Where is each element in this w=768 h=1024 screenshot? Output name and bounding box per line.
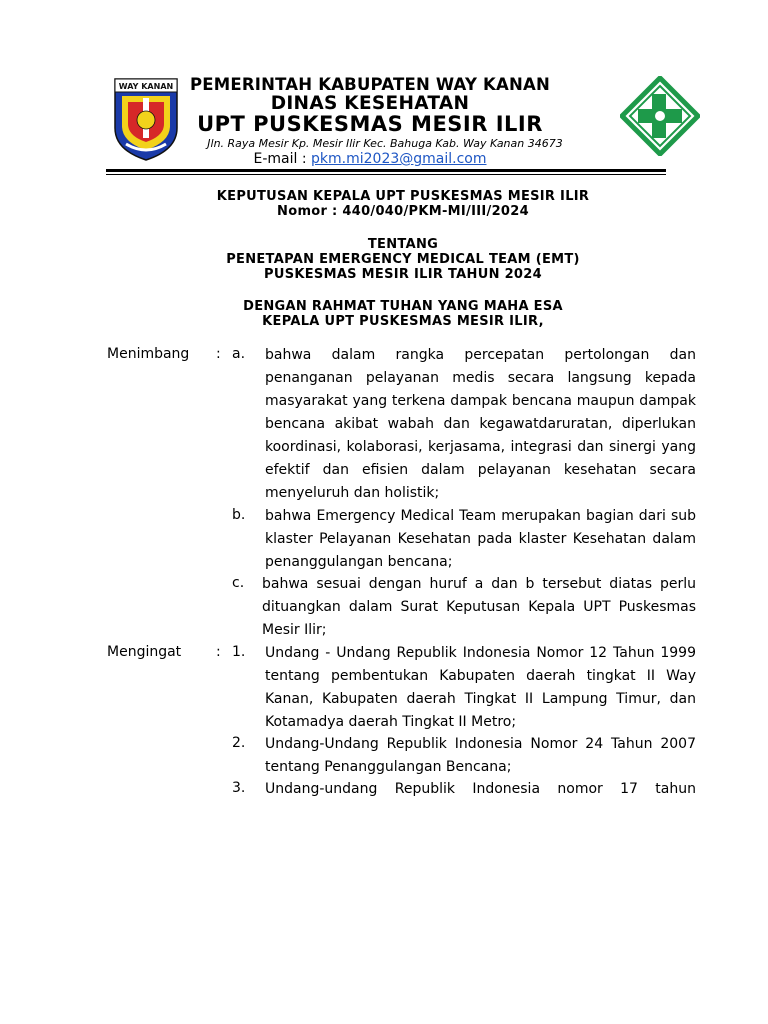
decree-title: KEPUTUSAN KEPALA UPT PUSKESMAS MESIR ILIR xyxy=(216,189,590,204)
letterhead-divider-thin xyxy=(106,174,666,175)
menimbang-item-marker: c. xyxy=(232,575,245,591)
menimbang-item-text: bahwa dalam rangka percepatan pertolongan dan penanganan pelayanan medis secara langsung kepada masyarakat yang terkena dampak bencana maupun dampak bencana akibat wabah dan kegawatdaruratan, diperlukan koordinasi, kolaborasi, kerjasama, integrasi dan sinergi yang efektif dan efisien dalam pelayanan kesehatan secara menyeluruh dan holistik; xyxy=(265,347,696,501)
address: Jln. Raya Mesir Kp. Mesir Ilir Kec. Bahuga Kab. Way Kanan 34673 xyxy=(207,137,563,150)
decree-blessing: DENGAN RAHMAT TUHAN YANG MAHA ESA xyxy=(243,299,563,314)
decree-number: Nomor : 440/040/PKM-MI/III/2024 xyxy=(277,204,529,219)
menimbang-label: Menimbang xyxy=(107,346,190,362)
menimbang-item-text: bahwa sesuai dengan huruf a dan b tersebut diatas perlu dituangkan dalam Surat Keputusan Kepala UPT Puskesmas Mesir Ilir; xyxy=(262,576,696,638)
mengingat-item-text: Undang-Undang Republik Indonesia Nomor 24 Tahun 2007 tentang Penanggulangan Bencana; xyxy=(265,736,696,775)
mengingat-colon: : xyxy=(216,644,221,660)
email-link[interactable]: pkm.mi2023@gmail.com xyxy=(311,151,487,167)
menimbang-item-marker: b. xyxy=(232,507,246,523)
menimbang-item-text: bahwa Emergency Medical Team merupakan bagian dari sub klaster Pelayanan Kesehatan pada klaster Kesehatan dalam penanggulangan bencana; xyxy=(265,508,696,570)
decree-subject-1: PENETAPAN EMERGENCY MEDICAL TEAM (EMT) xyxy=(226,252,580,267)
mengingat-item-marker: 1. xyxy=(232,644,246,660)
email-line xyxy=(110,151,630,167)
mengingat-item-text: Undang-undang Republik Indonesia nomor 17 tahun xyxy=(265,781,696,797)
email-label: E-mail : xyxy=(253,151,312,167)
mengingat-item-marker: 3. xyxy=(232,780,246,796)
mengingat-item-marker: 2. xyxy=(232,735,246,751)
decree-subject-2: PUSKESMAS MESIR ILIR TAHUN 2024 xyxy=(264,267,542,282)
svg-text:WAY KANAN: WAY KANAN xyxy=(118,82,174,91)
menimbang-item-marker: a. xyxy=(232,346,246,362)
decree-head: KEPALA UPT PUSKESMAS MESIR ILIR, xyxy=(262,314,544,329)
institution-name: UPT PUSKESMAS MESIR ILIR xyxy=(197,112,543,136)
department-name: DINAS KESEHATAN xyxy=(270,93,470,114)
menimbang-colon: : xyxy=(216,346,221,362)
letterhead-divider-thick xyxy=(106,169,666,172)
decree-about: TENTANG xyxy=(367,237,439,252)
government-name: PEMERINTAH KABUPATEN WAY KANAN xyxy=(190,75,550,94)
mengingat-item-text: Undang - Undang Republik Indonesia Nomor 12 Tahun 1999 tentang pembentukan Kabupaten daerah tingkat II Way Kanan, Kabupaten daerah Tingkat II Lampung Timur, dan Kotamadya daerah Tingkat II Metro; xyxy=(265,645,696,730)
mengingat-label: Mengingat xyxy=(107,644,182,660)
